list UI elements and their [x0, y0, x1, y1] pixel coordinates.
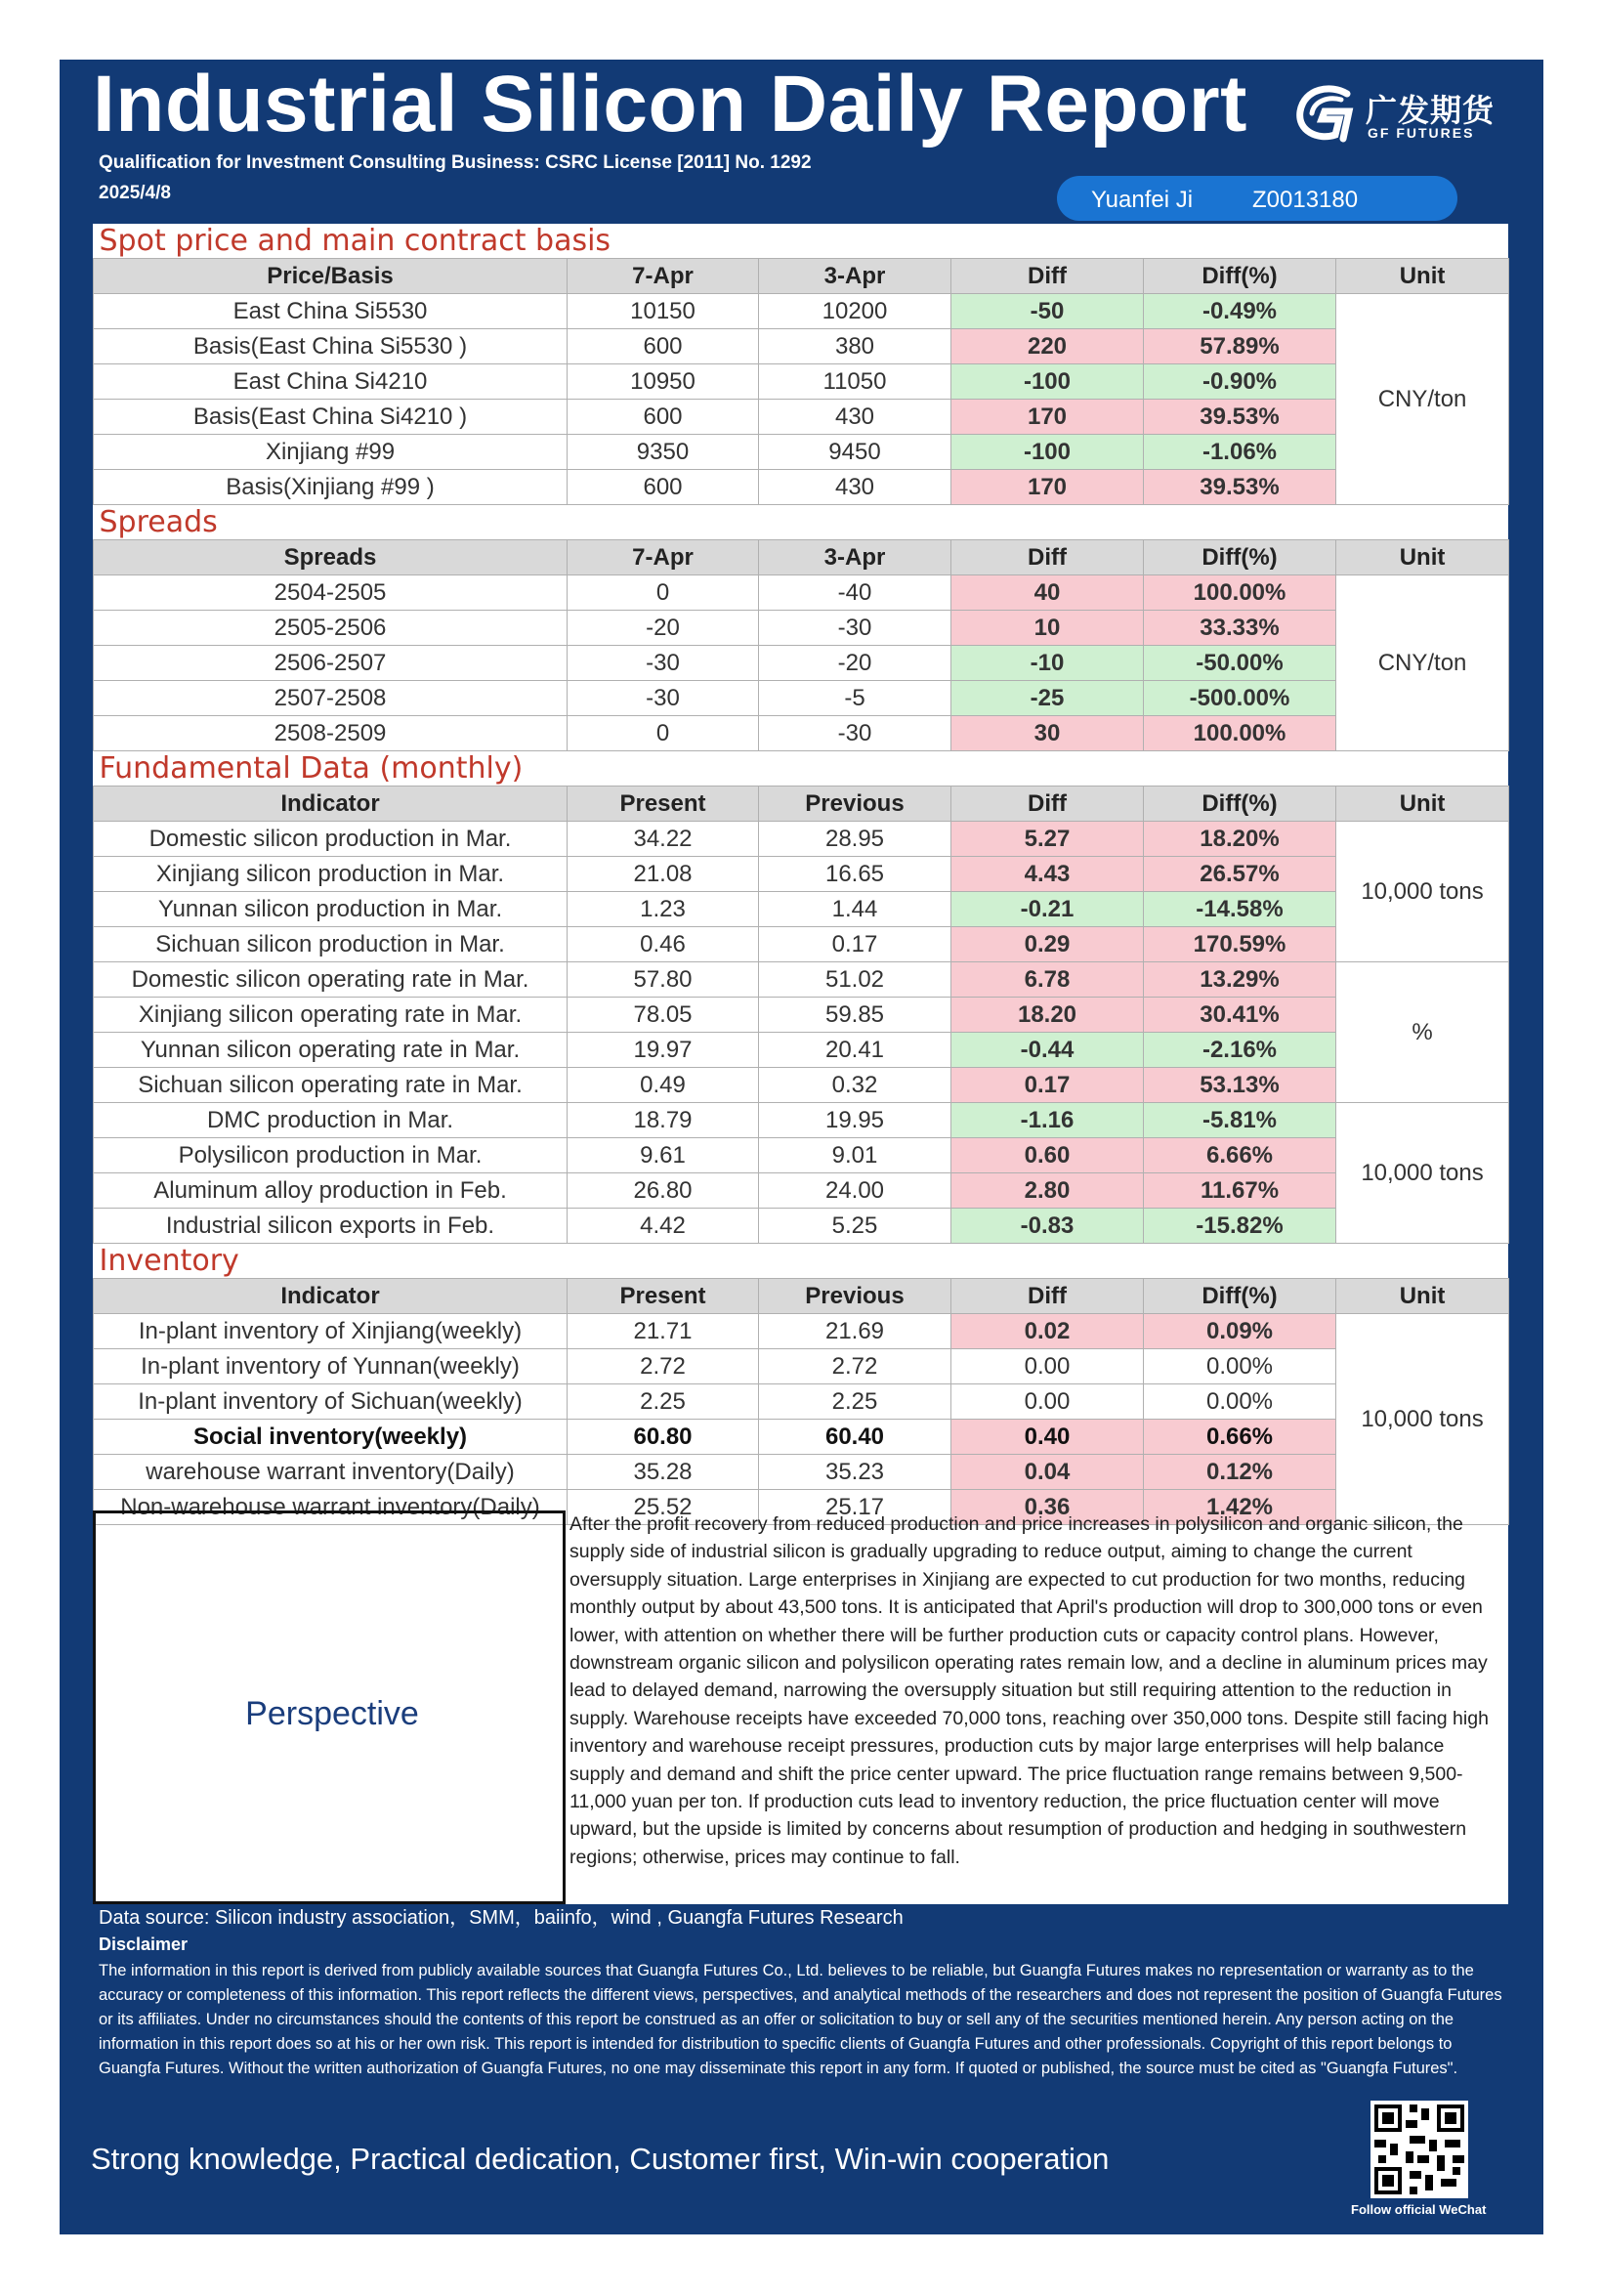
present-value: 600 — [568, 470, 759, 505]
inventory-header-previous: Previous — [759, 1279, 951, 1314]
qr-code-icon — [1370, 2101, 1468, 2198]
row-label: Aluminum alloy production in Feb. — [94, 1173, 568, 1209]
present-value: 0 — [568, 716, 759, 751]
table-row — [94, 822, 1509, 857]
analyst-badge — [1057, 176, 1457, 221]
diff-value: 0.00 — [951, 1349, 1144, 1384]
fundamental-header-previous: Previous — [759, 787, 951, 822]
report-date: 2025/4/8 — [99, 183, 171, 203]
table-row — [94, 927, 1509, 962]
table-row — [94, 1068, 1509, 1103]
previous-value: 20.41 — [759, 1033, 951, 1068]
spreads-header-diff: Diff(%) — [1144, 540, 1336, 575]
diff-pct-value: -0.49% — [1144, 294, 1336, 329]
qr-code-label: Follow official WeChat — [1351, 2202, 1487, 2217]
fundamental-section-title-row — [94, 751, 1509, 787]
diff-value: 2.80 — [951, 1173, 1144, 1209]
diff-pct-value: 0.09% — [1144, 1314, 1336, 1349]
present-value: 57.80 — [568, 962, 759, 998]
table-row — [94, 294, 1509, 329]
present-value: 25.52 — [568, 1490, 759, 1525]
previous-value: 1.44 — [759, 892, 951, 927]
spot-header-7-apr: 7-Apr — [568, 259, 759, 294]
diff-value: 10 — [951, 611, 1144, 646]
table-row — [94, 611, 1509, 646]
row-label: Xinjiang #99 — [94, 435, 568, 470]
spreads-section-title: Spreads — [99, 505, 218, 539]
table-row — [94, 857, 1509, 892]
report-title: Industrial Silicon Daily Report — [93, 60, 1247, 149]
row-label: Xinjiang silicon operating rate in Mar. — [94, 998, 568, 1033]
qualification-text: Qualification for Investment Consulting Business: CSRC License [2011] No. 1292 — [99, 152, 812, 173]
fundamental-header-diff: Diff — [951, 787, 1144, 822]
diff-pct-value: 100.00% — [1144, 716, 1336, 751]
row-label: In-plant inventory of Xinjiang(weekly) — [94, 1314, 568, 1349]
previous-value: 9450 — [759, 435, 951, 470]
report-content — [93, 224, 1508, 1904]
perspective-title: Perspective — [245, 1695, 419, 1732]
present-value: -30 — [568, 646, 759, 681]
inventory-section-title: Inventory — [99, 1244, 239, 1278]
row-label: Sichuan silicon production in Mar. — [94, 927, 568, 962]
present-value: 4.42 — [568, 1209, 759, 1244]
logo-chinese-text: 广发期货 — [1366, 93, 1496, 128]
previous-value: 35.23 — [759, 1455, 951, 1490]
data-source: Data source: Silicon industry association，SMM，baiinfo，wind , Guangfa Futures Research — [99, 1907, 904, 1929]
table-row — [94, 1314, 1509, 1349]
previous-value: 16.65 — [759, 857, 951, 892]
analyst-license: Z0013180 — [1252, 187, 1359, 213]
spot-header-3-apr: 3-Apr — [759, 259, 951, 294]
previous-value: 24.00 — [759, 1173, 951, 1209]
previous-value: 10200 — [759, 294, 951, 329]
present-value: 18.79 — [568, 1103, 759, 1138]
present-value: 2.25 — [568, 1384, 759, 1420]
inventory-section-title-row — [94, 1244, 1509, 1279]
diff-value: -0.83 — [951, 1209, 1144, 1244]
fundamental-header-unit: Unit — [1336, 787, 1509, 822]
present-value: -30 — [568, 681, 759, 716]
previous-value: 51.02 — [759, 962, 951, 998]
table-row — [94, 962, 1509, 998]
row-label: 2508-2509 — [94, 716, 568, 751]
diff-value: -0.21 — [951, 892, 1144, 927]
inventory-unit-cell: 10,000 tons — [1336, 1314, 1509, 1525]
diff-pct-value: 39.53% — [1144, 470, 1336, 505]
previous-value: -5 — [759, 681, 951, 716]
table-row — [94, 575, 1509, 611]
inventory-header-diff: Diff(%) — [1144, 1279, 1336, 1314]
table-row — [94, 892, 1509, 927]
diff-value: 0.36 — [951, 1490, 1144, 1525]
diff-pct-value: 33.33% — [1144, 611, 1336, 646]
spreads-header-3-apr: 3-Apr — [759, 540, 951, 575]
tables-body — [94, 224, 1509, 1525]
diff-value: 30 — [951, 716, 1144, 751]
spreads-header-unit: Unit — [1336, 540, 1509, 575]
row-label: Domestic silicon operating rate in Mar. — [94, 962, 568, 998]
table-row — [94, 1209, 1509, 1244]
row-label: 2506-2507 — [94, 646, 568, 681]
previous-value: 5.25 — [759, 1209, 951, 1244]
row-label: Industrial silicon exports in Feb. — [94, 1209, 568, 1244]
diff-value: 170 — [951, 470, 1144, 505]
fundamental-header-diff: Diff(%) — [1144, 787, 1336, 822]
diff-value: 6.78 — [951, 962, 1144, 998]
row-label: Xinjiang silicon production in Mar. — [94, 857, 568, 892]
table-row — [94, 470, 1509, 505]
present-value: 34.22 — [568, 822, 759, 857]
diff-pct-value: -0.90% — [1144, 364, 1336, 400]
present-value: 9.61 — [568, 1138, 759, 1173]
inventory-header-unit: Unit — [1336, 1279, 1509, 1314]
diff-value: -25 — [951, 681, 1144, 716]
table-row — [94, 1033, 1509, 1068]
previous-value: 380 — [759, 329, 951, 364]
table-row — [94, 1138, 1509, 1173]
previous-value: -30 — [759, 611, 951, 646]
gf-logo-icon — [1292, 84, 1359, 145]
diff-value: 0.04 — [951, 1455, 1144, 1490]
diff-pct-value: 18.20% — [1144, 822, 1336, 857]
perspective-box — [93, 1510, 566, 1904]
previous-value: -40 — [759, 575, 951, 611]
diff-value: 170 — [951, 400, 1144, 435]
row-label: Domestic silicon production in Mar. — [94, 822, 568, 857]
previous-value: 2.25 — [759, 1384, 951, 1420]
present-value: 10950 — [568, 364, 759, 400]
table-row — [94, 329, 1509, 364]
analyst-name: Yuanfei Ji — [1091, 187, 1194, 213]
row-label: East China Si5530 — [94, 294, 568, 329]
diff-value: 0.17 — [951, 1068, 1144, 1103]
diff-value: 0.29 — [951, 927, 1144, 962]
diff-value: 0.00 — [951, 1384, 1144, 1420]
diff-value: 220 — [951, 329, 1144, 364]
fundamental-unit-cell: 10,000 tons — [1336, 822, 1509, 962]
spreads-header-7-apr: 7-Apr — [568, 540, 759, 575]
row-label: Yunnan silicon operating rate in Mar. — [94, 1033, 568, 1068]
fundamental-unit-cell: 10,000 tons — [1336, 1103, 1509, 1244]
inventory-header-indicator: Indicator — [94, 1279, 568, 1314]
diff-pct-value: 6.66% — [1144, 1138, 1336, 1173]
wechat-qr-code — [1370, 2101, 1468, 2198]
spreads-header-spreads: Spreads — [94, 540, 568, 575]
table-row — [94, 1420, 1509, 1455]
table-row — [94, 716, 1509, 751]
diff-pct-value: -500.00% — [1144, 681, 1336, 716]
fundamental-header-indicator: Indicator — [94, 787, 568, 822]
previous-value: 430 — [759, 470, 951, 505]
table-row — [94, 1173, 1509, 1209]
diff-pct-value: -2.16% — [1144, 1033, 1336, 1068]
diff-value: -50 — [951, 294, 1144, 329]
row-label: warehouse warrant inventory(Daily) — [94, 1455, 568, 1490]
diff-pct-value: -1.06% — [1144, 435, 1336, 470]
diff-pct-value: -50.00% — [1144, 646, 1336, 681]
diff-value: -1.16 — [951, 1103, 1144, 1138]
perspective-section — [93, 1510, 1508, 1904]
row-label: Polysilicon production in Mar. — [94, 1138, 568, 1173]
previous-value: 430 — [759, 400, 951, 435]
previous-value: 9.01 — [759, 1138, 951, 1173]
previous-value: -20 — [759, 646, 951, 681]
diff-pct-value: -15.82% — [1144, 1209, 1336, 1244]
table-row — [94, 400, 1509, 435]
present-value: 0 — [568, 575, 759, 611]
row-label: Basis(Xinjiang #99 ) — [94, 470, 568, 505]
perspective-text: After the profit recovery from reduced production and price increases in polysilicon and organic silicon, the supply side of industrial silicon is gradually upgrading to reduce output, aiming to change the current oversupply situation. Large enterprises in Xinjiang are expected to cut production for two months, reducing monthly output by about 43,500 tons. It is anticipated that April's production will drop to 300,000 tons or even lower, with attention on whether there will be further production cuts or capacity control plans. However, downstream organic silicon and polysilicon operating rates remain low, and a decline in aluminum prices may lead to delayed demand, narrowing the oversupply situation but still requiring attention to the reduction in supply. Warehouse receipts have exceeded 70,000 tons, reaching over 350,000 tons. Despite still facing high inventory and warehouse receipt pressures, production cuts by major large enterprises will help balance supply and demand and shift the price center upward. The price fluctuation range remains between 9,500-11,000 yuan per ton. If production cuts lead to inventory reduction, the price fluctuation center will move upward, but the upside is limited by concerns about resumption of production and hedging in southwestern regions; otherwise, prices may continue to fall. — [569, 1513, 1489, 1868]
previous-value: 60.40 — [759, 1420, 951, 1455]
spreads-unit-cell: CNY/ton — [1336, 575, 1509, 751]
diff-pct-value: 39.53% — [1144, 400, 1336, 435]
present-value: 26.80 — [568, 1173, 759, 1209]
diff-pct-value: 170.59% — [1144, 927, 1336, 962]
diff-pct-value: 57.89% — [1144, 329, 1336, 364]
previous-value: -30 — [759, 716, 951, 751]
previous-value: 2.72 — [759, 1349, 951, 1384]
diff-pct-value: 26.57% — [1144, 857, 1336, 892]
diff-value: 0.02 — [951, 1314, 1144, 1349]
diff-value: -100 — [951, 435, 1144, 470]
diff-pct-value: 11.67% — [1144, 1173, 1336, 1209]
gf-futures-logo — [1292, 84, 1507, 149]
row-label: 2504-2505 — [94, 575, 568, 611]
data-tables — [93, 224, 1509, 1525]
spot-header-diff: Diff — [951, 259, 1144, 294]
fundamental-section-title: Fundamental Data (monthly) — [99, 751, 524, 786]
table-row — [94, 1455, 1509, 1490]
present-value: 1.23 — [568, 892, 759, 927]
table-row — [94, 435, 1509, 470]
present-value: 21.08 — [568, 857, 759, 892]
diff-value: 0.40 — [951, 1420, 1144, 1455]
table-row — [94, 1103, 1509, 1138]
fundamental-header-present: Present — [568, 787, 759, 822]
table-row — [94, 364, 1509, 400]
present-value: 19.97 — [568, 1033, 759, 1068]
inventory-header-diff: Diff — [951, 1279, 1144, 1314]
present-value: 0.46 — [568, 927, 759, 962]
fundamental-unit-cell: % — [1336, 962, 1509, 1103]
disclaimer-text: The information in this report is derived from publicly available sources that Guangfa Futures Co., Ltd. believes to be reliable, but Guangfa Futures makes no representation or warranty as to the accuracy or completeness of this information. This report reflects the different views, perspectives, and analytical methods of the researchers and does not represent the position of Guangfa Futures or its affiliates. Under no circumstances should the contents of this report be construed as an offer or solicitation to buy or sell any of the securities mentioned herein. Any person acting on the information in this report does so at his or her own risk. This report is intended for distribution to specific clients of Guangfa Futures and other professionals. Copyright of this report belongs to Guangfa Futures. Without the written authorization of Guangfa Futures, no one may disseminate this report in any form. If quoted or published, the source must be cited as "Guangfa Futures". — [99, 1962, 1502, 2077]
diff-pct-value: 30.41% — [1144, 998, 1336, 1033]
diff-pct-value: 0.00% — [1144, 1384, 1336, 1420]
diff-pct-value: 0.66% — [1144, 1420, 1336, 1455]
present-value: 10150 — [568, 294, 759, 329]
spot-unit-cell: CNY/ton — [1336, 294, 1509, 505]
previous-value: 11050 — [759, 364, 951, 400]
row-label: Basis(East China Si4210 ) — [94, 400, 568, 435]
diff-pct-value: 100.00% — [1144, 575, 1336, 611]
present-value: 600 — [568, 329, 759, 364]
diff-value: -100 — [951, 364, 1144, 400]
spot-section-title-row — [94, 224, 1509, 259]
logo-english-text: GF FUTURES — [1368, 125, 1475, 141]
row-label: Social inventory(weekly) — [94, 1420, 568, 1455]
row-label: DMC production in Mar. — [94, 1103, 568, 1138]
diff-pct-value: -5.81% — [1144, 1103, 1336, 1138]
diff-value: -0.44 — [951, 1033, 1144, 1068]
previous-value: 25.17 — [759, 1490, 951, 1525]
diff-pct-value: -14.58% — [1144, 892, 1336, 927]
disclaimer-title: Disclaimer — [99, 1935, 189, 1954]
present-value: -20 — [568, 611, 759, 646]
diff-value: 0.60 — [951, 1138, 1144, 1173]
row-label: In-plant inventory of Sichuan(weekly) — [94, 1384, 568, 1420]
present-value: 21.71 — [568, 1314, 759, 1349]
diff-value: -10 — [951, 646, 1144, 681]
table-row — [94, 646, 1509, 681]
diff-value: 5.27 — [951, 822, 1144, 857]
diff-pct-value: 1.42% — [1144, 1490, 1336, 1525]
previous-value: 21.69 — [759, 1314, 951, 1349]
diff-pct-value: 0.00% — [1144, 1349, 1336, 1384]
present-value: 600 — [568, 400, 759, 435]
diff-value: 18.20 — [951, 998, 1144, 1033]
row-label: In-plant inventory of Yunnan(weekly) — [94, 1349, 568, 1384]
row-label: Yunnan silicon production in Mar. — [94, 892, 568, 927]
present-value: 9350 — [568, 435, 759, 470]
diff-pct-value: 53.13% — [1144, 1068, 1336, 1103]
table-row — [94, 681, 1509, 716]
row-label: Sichuan silicon operating rate in Mar. — [94, 1068, 568, 1103]
diff-value: 40 — [951, 575, 1144, 611]
present-value: 78.05 — [568, 998, 759, 1033]
spot-header-unit: Unit — [1336, 259, 1509, 294]
row-label: 2505-2506 — [94, 611, 568, 646]
row-label: Non-warehouse warrant inventory(Daily) — [94, 1490, 568, 1525]
previous-value: 0.32 — [759, 1068, 951, 1103]
previous-value: 28.95 — [759, 822, 951, 857]
present-value: 0.49 — [568, 1068, 759, 1103]
row-label: 2507-2508 — [94, 681, 568, 716]
present-value: 35.28 — [568, 1455, 759, 1490]
present-value: 2.72 — [568, 1349, 759, 1384]
table-row — [94, 1349, 1509, 1384]
fundamental-header-row — [94, 787, 1509, 822]
previous-value: 0.17 — [759, 927, 951, 962]
spot-section-title: Spot price and main contract basis — [99, 224, 611, 258]
spot-header-diff: Diff(%) — [1144, 259, 1336, 294]
diff-pct-value: 13.29% — [1144, 962, 1336, 998]
spot-header-row — [94, 259, 1509, 294]
table-row — [94, 998, 1509, 1033]
previous-value: 19.95 — [759, 1103, 951, 1138]
spreads-section-title-row — [94, 505, 1509, 540]
row-label: Basis(East China Si5530 ) — [94, 329, 568, 364]
table-row — [94, 1384, 1509, 1420]
present-value: 60.80 — [568, 1420, 759, 1455]
inventory-header-present: Present — [568, 1279, 759, 1314]
spreads-header-row — [94, 540, 1509, 575]
previous-value: 59.85 — [759, 998, 951, 1033]
company-slogan: Strong knowledge, Practical dedication, Customer first, Win-win cooperation — [91, 2142, 1110, 2176]
inventory-header-row — [94, 1279, 1509, 1314]
diff-pct-value: 0.12% — [1144, 1455, 1336, 1490]
spot-header-price-basis: Price/Basis — [94, 259, 568, 294]
row-label: East China Si4210 — [94, 364, 568, 400]
spreads-header-diff: Diff — [951, 540, 1144, 575]
diff-value: 4.43 — [951, 857, 1144, 892]
